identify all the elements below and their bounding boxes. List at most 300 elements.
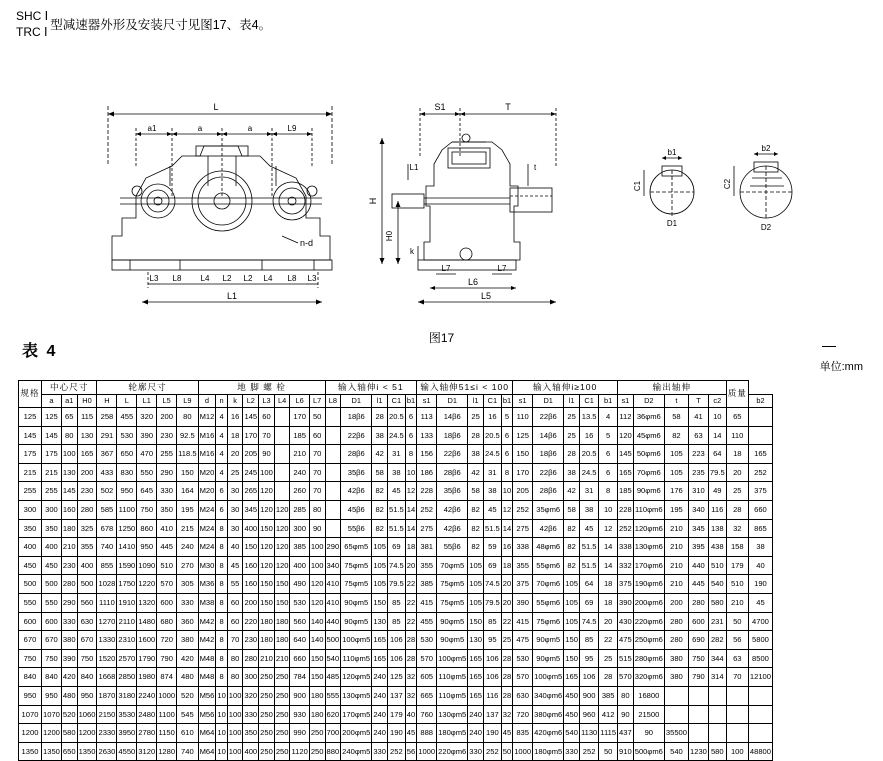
table-cell: 75φm5 bbox=[437, 593, 468, 612]
table-cell: 18 bbox=[501, 556, 512, 575]
svg-text:L1: L1 bbox=[409, 163, 419, 172]
table-cell: 120φm6 bbox=[633, 519, 664, 538]
table-cell: 530 bbox=[117, 426, 137, 445]
col-header: L6 bbox=[290, 395, 309, 408]
table-cell: 20 bbox=[227, 445, 243, 464]
table-cell: 210 bbox=[664, 538, 688, 557]
table-cell bbox=[274, 463, 290, 482]
table-cell: 170 bbox=[243, 426, 259, 445]
row-spec-cell: 125 bbox=[19, 408, 42, 427]
table-cell: 180φm5 bbox=[533, 742, 564, 761]
table-cell: 245 bbox=[243, 463, 259, 482]
table-cell: 1410 bbox=[117, 538, 137, 557]
row-spec-cell: 950 bbox=[19, 686, 42, 705]
table-cell: 355 bbox=[77, 538, 97, 557]
table-cell: 51.5 bbox=[579, 556, 598, 575]
table-cell: 190 bbox=[483, 724, 501, 743]
table-body bbox=[19, 408, 773, 761]
table-cell: 50 bbox=[599, 742, 618, 761]
table-cell: 355 bbox=[513, 556, 533, 575]
table-cell: 8 bbox=[216, 519, 227, 538]
model-code-2: TRC Ⅰ bbox=[16, 25, 48, 39]
table-cell: 570 bbox=[157, 575, 177, 594]
table-cell: 1910 bbox=[117, 593, 137, 612]
table-cell: 1120 bbox=[290, 742, 309, 761]
col-header: L bbox=[117, 395, 137, 408]
table-cell: 1320 bbox=[137, 593, 157, 612]
header bbox=[16, 8, 271, 40]
table-cell: 350 bbox=[157, 500, 177, 519]
table-cell: 100 bbox=[227, 705, 243, 724]
table-cell: 255 bbox=[157, 445, 177, 464]
table-cell: 320 bbox=[137, 408, 157, 427]
table-cell: 45 bbox=[483, 500, 501, 519]
table-cell: 100 bbox=[726, 742, 748, 761]
col-header: T bbox=[689, 395, 709, 408]
table-cell: 63 bbox=[726, 649, 748, 668]
table-cell: 55φm6 bbox=[533, 556, 564, 575]
table-cell: 125 bbox=[388, 668, 406, 687]
table-cell: 38 bbox=[388, 463, 406, 482]
table-cell: 55β6 bbox=[437, 538, 468, 557]
table-cell: 380 bbox=[664, 668, 688, 687]
table-cell: 60 bbox=[309, 426, 325, 445]
col-header: b1 bbox=[405, 395, 416, 408]
table-cell: 100 bbox=[227, 742, 243, 761]
table-cell: 888 bbox=[417, 724, 437, 743]
table-cell: 110φm5 bbox=[341, 649, 372, 668]
table-cell: 230 bbox=[243, 631, 259, 650]
table-cell: M38 bbox=[198, 593, 216, 612]
table-cell: 345 bbox=[243, 500, 259, 519]
table-cell: 160 bbox=[243, 556, 259, 575]
table-cell: 8 bbox=[216, 538, 227, 557]
table-cell: 120 bbox=[259, 556, 275, 575]
table-cell: 120 bbox=[309, 575, 325, 594]
table-cell: 314 bbox=[708, 668, 726, 687]
table-cell: 80 bbox=[61, 426, 77, 445]
table-cell: M16 bbox=[198, 445, 216, 464]
table-cell: 28 bbox=[372, 408, 388, 427]
table-cell: 110φm6 bbox=[633, 500, 664, 519]
table-cell: 140 bbox=[309, 612, 325, 631]
table-cell: 1130 bbox=[579, 724, 598, 743]
table-cell: 170φm5 bbox=[341, 705, 372, 724]
table-cell: 35β6 bbox=[437, 482, 468, 501]
table-cell: 540 bbox=[325, 649, 341, 668]
svg-text:L2: L2 bbox=[243, 274, 253, 283]
table-cell: 250 bbox=[259, 705, 275, 724]
table-cell: 160 bbox=[61, 500, 77, 519]
table-cell: 42 bbox=[468, 463, 484, 482]
table-cell: M30 bbox=[198, 556, 216, 575]
table-cell: 280 bbox=[77, 500, 97, 519]
col-header: t bbox=[664, 395, 688, 408]
table-cell: 2310 bbox=[117, 631, 137, 650]
table-cell: 120 bbox=[274, 556, 290, 575]
table-cell: 100 bbox=[259, 463, 275, 482]
table-cell: 75φm5 bbox=[437, 575, 468, 594]
col-header: L5 bbox=[157, 395, 177, 408]
table-cell: 750 bbox=[42, 649, 62, 668]
svg-text:C1: C1 bbox=[633, 180, 642, 192]
col-header: c2 bbox=[708, 395, 726, 408]
table-cell: 150 bbox=[259, 519, 275, 538]
table-cell: 570 bbox=[417, 649, 437, 668]
table-cell: 265 bbox=[243, 482, 259, 501]
table-cell: 150 bbox=[259, 575, 275, 594]
table-cell: 38 bbox=[564, 463, 580, 482]
table-cell: 230 bbox=[157, 426, 177, 445]
table-cell: 440 bbox=[689, 556, 709, 575]
table-cell: M56 bbox=[198, 705, 216, 724]
table-cell: 275 bbox=[417, 519, 437, 538]
table-cell: 8 bbox=[216, 575, 227, 594]
table-cell: 51.5 bbox=[483, 519, 501, 538]
table-cell: 700 bbox=[325, 724, 341, 743]
table-cell: 80 bbox=[227, 668, 243, 687]
table-cell: 231 bbox=[708, 612, 726, 631]
table-cell: 79.5 bbox=[483, 593, 501, 612]
table-cell: 320φm6 bbox=[633, 668, 664, 687]
table-cell: 70 bbox=[309, 463, 325, 482]
table-cell bbox=[708, 686, 726, 705]
table-cell: 70φm5 bbox=[437, 556, 468, 575]
table-cell: 90φm5 bbox=[437, 631, 468, 650]
table-cell: 2150 bbox=[97, 705, 117, 724]
table-cell: 32 bbox=[501, 705, 512, 724]
table-cell: 85 bbox=[579, 631, 598, 650]
table-cell: 3950 bbox=[117, 724, 137, 743]
table-cell: 300 bbox=[42, 500, 62, 519]
table-cell bbox=[748, 724, 772, 743]
table-cell: 2330 bbox=[97, 724, 117, 743]
svg-text:L5: L5 bbox=[480, 291, 492, 301]
table-cell: 165 bbox=[618, 463, 634, 482]
table-cell: 115 bbox=[77, 408, 97, 427]
table-cell bbox=[664, 686, 688, 705]
table-cell bbox=[274, 408, 290, 427]
svg-text:b2: b2 bbox=[761, 144, 771, 153]
table-cell: 290 bbox=[61, 593, 77, 612]
table-cell: 6 bbox=[405, 426, 416, 445]
table-cell: 18β6 bbox=[533, 445, 564, 464]
col-header: l1 bbox=[564, 395, 580, 408]
group-header: 输出轴伸 bbox=[618, 381, 727, 395]
svg-text:H0: H0 bbox=[385, 230, 394, 242]
table-subheader-row bbox=[19, 395, 773, 408]
table-cell: 105 bbox=[564, 593, 580, 612]
table-cell: 112 bbox=[618, 408, 634, 427]
table-cell: 1150 bbox=[157, 724, 177, 743]
table-cell bbox=[325, 463, 341, 482]
table-cell: 12100 bbox=[748, 668, 772, 687]
table-cell: 24.5 bbox=[483, 445, 501, 464]
table-cell bbox=[325, 482, 341, 501]
table-cell: 740 bbox=[177, 742, 198, 761]
col-header: H0 bbox=[77, 395, 97, 408]
table-cell: 282 bbox=[708, 631, 726, 650]
table-cell: 100 bbox=[61, 445, 77, 464]
table-cell bbox=[748, 705, 772, 724]
table-cell: 4 bbox=[216, 408, 227, 427]
table-cell: 110φm5 bbox=[437, 686, 468, 705]
table-cell: M64 bbox=[198, 742, 216, 761]
table-cell: 1480 bbox=[137, 612, 157, 631]
table-cell: 630 bbox=[77, 612, 97, 631]
table-cell: 550 bbox=[137, 463, 157, 482]
table-cell: 28 bbox=[726, 500, 748, 519]
table-cell: 8 bbox=[216, 668, 227, 687]
table-cell: 300 bbox=[290, 519, 309, 538]
svg-text:L1: L1 bbox=[226, 291, 238, 301]
table-cell: 250 bbox=[274, 724, 290, 743]
col-header: L8 bbox=[325, 395, 341, 408]
table-cell: 55β6 bbox=[341, 519, 372, 538]
table-cell: 79.5 bbox=[388, 575, 406, 594]
table-cell: 138 bbox=[708, 519, 726, 538]
table-cell: 400 bbox=[243, 742, 259, 761]
table-cell: 42 bbox=[372, 445, 388, 464]
table-cell: 28 bbox=[468, 426, 484, 445]
table-cell: 330 bbox=[372, 742, 388, 761]
table-cell: 70 bbox=[227, 631, 243, 650]
table-cell: 375 bbox=[513, 575, 533, 594]
table-cell: 16 bbox=[483, 408, 501, 427]
table-cell: 105 bbox=[564, 575, 580, 594]
table-row bbox=[19, 649, 773, 668]
table-cell: 100φm5 bbox=[437, 649, 468, 668]
table-head bbox=[19, 381, 773, 408]
table-cell: 865 bbox=[748, 519, 772, 538]
table-cell: 85 bbox=[388, 593, 406, 612]
table-row bbox=[19, 426, 773, 445]
table-cell: 45 bbox=[405, 724, 416, 743]
table-cell: 150 bbox=[309, 649, 325, 668]
table-cell: 18 bbox=[726, 445, 748, 464]
table-cell: 210 bbox=[664, 556, 688, 575]
unit-overline bbox=[822, 346, 836, 347]
table-cell: 390 bbox=[513, 593, 533, 612]
table-cell: 58 bbox=[564, 500, 580, 519]
table-cell: 367 bbox=[97, 445, 117, 464]
table-cell: 1790 bbox=[137, 649, 157, 668]
table-cell: 82 bbox=[372, 500, 388, 519]
table-cell: 1750 bbox=[117, 575, 137, 594]
table-cell: 790 bbox=[157, 649, 177, 668]
col-header: a bbox=[42, 395, 62, 408]
table-cell: 380 bbox=[61, 631, 77, 650]
table-cell: 215 bbox=[177, 519, 198, 538]
table-cell: 150 bbox=[309, 668, 325, 687]
table-cell: 560 bbox=[290, 612, 309, 631]
table-cell: 42 bbox=[564, 482, 580, 501]
table-cell: 145 bbox=[618, 445, 634, 464]
table-cell bbox=[325, 426, 341, 445]
table-cell: 150 bbox=[468, 612, 484, 631]
table-cell: 42β6 bbox=[437, 500, 468, 519]
table-cell: 1060 bbox=[77, 705, 97, 724]
table-cell: 410 bbox=[157, 519, 177, 538]
table-cell: 14 bbox=[599, 538, 618, 557]
table-cell: 165 bbox=[748, 445, 772, 464]
table-cell: 650 bbox=[117, 445, 137, 464]
table-cell: 24.5 bbox=[388, 426, 406, 445]
table-cell: 40 bbox=[748, 556, 772, 575]
table-cell: 25 bbox=[726, 482, 748, 501]
table-cell: 80 bbox=[227, 649, 243, 668]
col-header: n bbox=[216, 395, 227, 408]
table-cell: 10 bbox=[599, 500, 618, 519]
table-cell: 385 bbox=[599, 686, 618, 705]
svg-text:L9: L9 bbox=[287, 124, 297, 133]
table-cell: 250 bbox=[309, 724, 325, 743]
table-cell: 445 bbox=[157, 538, 177, 557]
table-cell: 150 bbox=[564, 631, 580, 650]
table-cell: 120φm5 bbox=[341, 668, 372, 687]
table-cell: 38 bbox=[372, 426, 388, 445]
figure-drawing bbox=[0, 46, 883, 311]
table-cell: 450 bbox=[564, 705, 580, 724]
table-cell: 1070 bbox=[42, 705, 62, 724]
table-row bbox=[19, 612, 773, 631]
table-cell: 790 bbox=[689, 668, 709, 687]
table-cell bbox=[708, 724, 726, 743]
table-cell: 92.5 bbox=[177, 426, 198, 445]
table-cell: 520 bbox=[61, 705, 77, 724]
table-cell: 137 bbox=[483, 705, 501, 724]
table-cell bbox=[325, 445, 341, 464]
col-header: d bbox=[198, 395, 216, 408]
table-cell: 90φm5 bbox=[533, 631, 564, 650]
table-cell: 332 bbox=[618, 556, 634, 575]
table-cell: 50 bbox=[309, 408, 325, 427]
table-cell: 130 bbox=[61, 463, 77, 482]
table-cell bbox=[726, 724, 748, 743]
col-header: H bbox=[97, 395, 117, 408]
table-cell: 855 bbox=[97, 556, 117, 575]
table-cell: 340φm6 bbox=[533, 686, 564, 705]
table-cell bbox=[689, 686, 709, 705]
table-cell: 31 bbox=[579, 482, 598, 501]
table-cell: 22 bbox=[501, 612, 512, 631]
table-cell: 106 bbox=[579, 668, 598, 687]
table-cell: 180 bbox=[259, 631, 275, 650]
table-cell: 305 bbox=[177, 575, 198, 594]
table-cell: 240 bbox=[468, 705, 484, 724]
table-cell: 1110 bbox=[97, 593, 117, 612]
col-header: D1 bbox=[533, 395, 564, 408]
table-cell: 82 bbox=[372, 519, 388, 538]
table-cell: 35φm6 bbox=[533, 500, 564, 519]
table-cell: 8500 bbox=[748, 649, 772, 668]
table-cell: 195 bbox=[177, 500, 198, 519]
table-cell: 515 bbox=[618, 649, 634, 668]
table-cell: 28 bbox=[599, 668, 618, 687]
table-cell bbox=[274, 482, 290, 501]
table-cell: 650 bbox=[61, 742, 77, 761]
table-cell: 280 bbox=[61, 575, 77, 594]
table-cell: 18β6 bbox=[341, 408, 372, 427]
table-cell: 200φm6 bbox=[633, 593, 664, 612]
table-row bbox=[19, 408, 773, 427]
table-cell: 475 bbox=[618, 631, 634, 650]
group-header: 输入轴伸51≤i < 100 bbox=[417, 381, 513, 395]
table-cell: 430 bbox=[618, 612, 634, 631]
table-cell: 350 bbox=[42, 519, 62, 538]
table-cell: 555 bbox=[325, 686, 341, 705]
table-cell: 8 bbox=[216, 556, 227, 575]
table-cell: 25 bbox=[564, 408, 580, 427]
table-cell: 400 bbox=[42, 538, 62, 557]
table-cell: 230 bbox=[61, 556, 77, 575]
table-cell: 110φm5 bbox=[437, 668, 468, 687]
table-cell: 190 bbox=[388, 724, 406, 743]
table-cell: 20 bbox=[501, 593, 512, 612]
table-cell: 82 bbox=[564, 519, 580, 538]
table-cell: 58 bbox=[372, 463, 388, 482]
table-cell: 1100 bbox=[117, 500, 137, 519]
table-cell: 95 bbox=[483, 631, 501, 650]
figure-caption: 图17 bbox=[428, 331, 455, 345]
table-cell: M42 bbox=[198, 612, 216, 631]
table-cell: 600 bbox=[42, 612, 62, 631]
table-cell: 475 bbox=[513, 631, 533, 650]
table-cell: 25 bbox=[468, 408, 484, 427]
svg-text:L7: L7 bbox=[497, 264, 507, 273]
table-cell: 120 bbox=[274, 538, 290, 557]
table-cell: 190 bbox=[748, 575, 772, 594]
table-cell bbox=[748, 426, 772, 445]
table-cell: 22β6 bbox=[533, 463, 564, 482]
table-cell: 45 bbox=[227, 556, 243, 575]
table-cell: M48 bbox=[198, 668, 216, 687]
row-spec-cell: 450 bbox=[19, 556, 42, 575]
table-cell: 450 bbox=[42, 556, 62, 575]
table-cell: 250 bbox=[259, 742, 275, 761]
table-cell: 900 bbox=[290, 686, 309, 705]
row-spec-cell: 300 bbox=[19, 500, 42, 519]
table-cell: 330 bbox=[243, 705, 259, 724]
table-cell: 75φm5 bbox=[341, 556, 372, 575]
table-cell: 31 bbox=[483, 463, 501, 482]
table-cell: 420φm6 bbox=[533, 724, 564, 743]
table-cell: 433 bbox=[97, 463, 117, 482]
svg-text:L3: L3 bbox=[307, 274, 317, 283]
table-cell: 8 bbox=[501, 463, 512, 482]
table-cell: 25 bbox=[227, 463, 243, 482]
table-cell: 580 bbox=[61, 724, 77, 743]
table-cell: 150 bbox=[513, 445, 533, 464]
table-cell: 500φm6 bbox=[633, 742, 664, 761]
table-cell: 120 bbox=[274, 500, 290, 519]
table-cell: 400 bbox=[290, 556, 309, 575]
table-cell: 185 bbox=[618, 482, 634, 501]
table-cell: 90 bbox=[259, 445, 275, 464]
table-cell: 12 bbox=[405, 482, 416, 501]
table-cell: 64 bbox=[708, 445, 726, 464]
table-cell: 215 bbox=[42, 463, 62, 482]
table-cell: M64 bbox=[198, 724, 216, 743]
table-cell: 330 bbox=[468, 742, 484, 761]
table-cell: 55 bbox=[227, 575, 243, 594]
table-cell: 64 bbox=[579, 575, 598, 594]
table-cell: 116 bbox=[483, 686, 501, 705]
row-spec-cell: 145 bbox=[19, 426, 42, 445]
table-cell: 530 bbox=[513, 649, 533, 668]
table-cell: 510 bbox=[726, 575, 748, 594]
table-cell: 65φm5 bbox=[341, 538, 372, 557]
